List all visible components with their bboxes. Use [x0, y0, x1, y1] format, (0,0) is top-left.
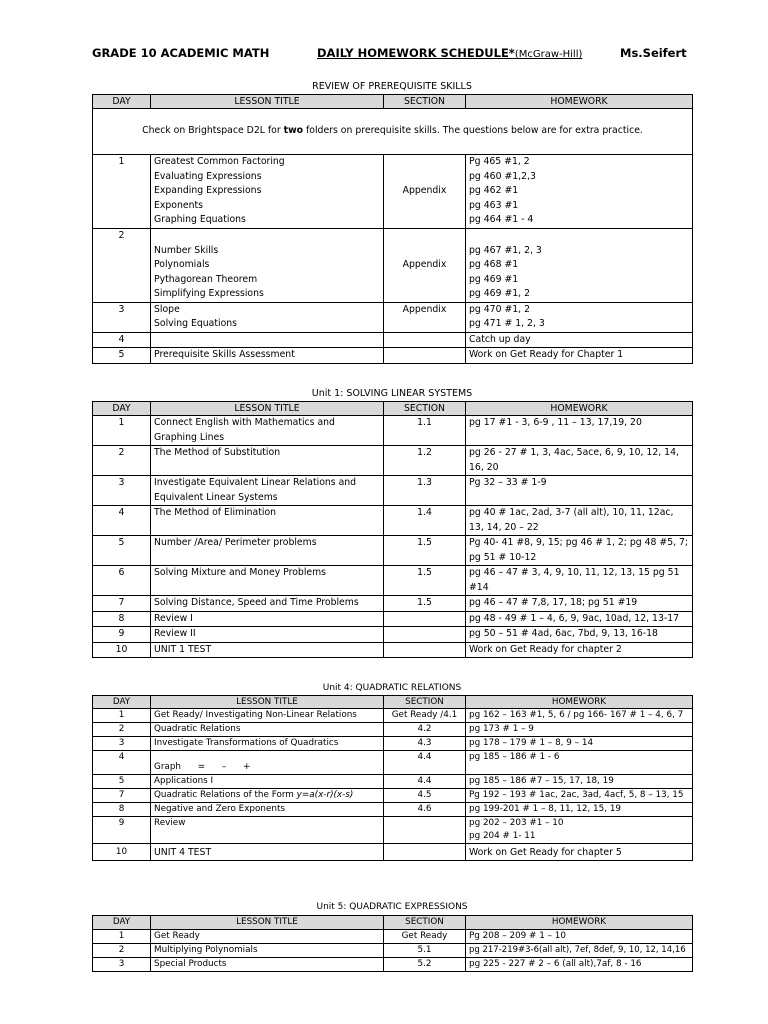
section-cell: Get Ready — [384, 930, 466, 944]
unit4-caption: Unit 4: QUADRATIC RELATIONS — [322, 683, 462, 693]
homework-cell: pg 48 - 49 # 1 – 4, 6, 9, 9ac, 10ad, 12, 13-17 — [466, 611, 693, 627]
col-lesson: LESSON TITLE — [151, 95, 384, 109]
homework-line: pg 470 #1, 2 — [469, 303, 530, 315]
day-cell: 2 — [93, 723, 151, 737]
col-section: SECTION — [384, 696, 466, 709]
section-cell: 1.5 — [384, 566, 466, 596]
col-day: DAY — [93, 95, 151, 109]
lesson-line: Exponents — [154, 199, 203, 211]
lesson-line: Simplifying Expressions — [154, 288, 264, 299]
col-section: SECTION — [384, 402, 466, 416]
lesson-line: Solving Equations — [154, 318, 238, 329]
day-cell: 1 — [93, 155, 151, 229]
day-cell: 5 — [93, 348, 151, 364]
homework-cell — [466, 302, 693, 332]
day-cell: 8 — [93, 803, 151, 817]
col-day: DAY — [93, 696, 151, 709]
lesson-line: Number Skills — [154, 244, 219, 256]
lesson-line: Graphing Equations — [154, 214, 246, 225]
homework-cell: pg 162 – 163 #1, 5, 6 / pg 166- 167 # 1 – 4, 6, 7 — [466, 709, 693, 723]
col-section: SECTION — [384, 95, 466, 109]
day-cell: 7 — [93, 789, 151, 803]
table-row — [93, 789, 693, 803]
spacer — [154, 229, 380, 244]
homework-cell: pg 17 #1 - 3, 6-9 , 11 – 13, 17,19, 20 — [466, 416, 693, 446]
lesson-cell: Review II — [151, 627, 384, 643]
lesson-cell: Review I — [151, 611, 384, 627]
lesson-formula: y=a(x-r)(x-s) — [296, 790, 354, 800]
homework-line: pg 469 #1, 2 — [469, 288, 530, 299]
lesson-cell — [151, 228, 384, 302]
day-cell: 4 — [93, 506, 151, 536]
table-row — [93, 446, 693, 476]
homework-cell: pg 50 – 51 # 4ad, 6ac, 7bd, 9, 13, 16-18 — [466, 627, 693, 643]
lesson-cell: The Method of Substitution — [151, 446, 384, 476]
table-row — [93, 302, 693, 332]
section-cell: 1.4 — [384, 506, 466, 536]
lesson-cell — [151, 789, 384, 803]
col-day: DAY — [93, 402, 151, 416]
homework-cell: pg 199-201 # 1 – 8, 11, 12, 15, 19 — [466, 803, 693, 817]
day-cell: 2 — [93, 228, 151, 302]
col-homework: HOMEWORK — [466, 916, 693, 930]
spacer — [469, 229, 689, 244]
publisher: (McGraw-Hill) — [514, 49, 583, 60]
lesson-cell: Review — [151, 817, 384, 844]
section-cell — [384, 611, 466, 627]
unit5-caption: Unit 5: QUADRATIC EXPRESSIONS — [316, 902, 468, 912]
table-row — [93, 709, 693, 723]
section-cell: 4.2 — [384, 723, 466, 737]
day-cell: 1 — [93, 416, 151, 446]
review-caption: REVIEW OF PREREQUISITE SKILLS — [312, 81, 472, 92]
lesson-cell — [151, 302, 384, 332]
day-cell: 3 — [93, 958, 151, 972]
col-section: SECTION — [384, 916, 466, 930]
notice-pre: Check on Brightspace D2L for — [142, 125, 284, 137]
homework-line: pg 467 #1, 2, 3 — [469, 244, 542, 256]
section-cell — [384, 332, 466, 348]
homework-cell: pg 185 – 186 #7 – 15, 17, 18, 19 — [466, 775, 693, 789]
day-cell: 3 — [93, 737, 151, 751]
homework-cell — [466, 817, 693, 844]
lesson-cell: Multiplying Polynomials — [151, 944, 384, 958]
table-row — [93, 642, 693, 658]
review-notice-row — [93, 109, 693, 155]
table-row — [93, 155, 693, 229]
notice-bold: two — [283, 125, 304, 137]
lesson-cell: Negative and Zero Exponents — [151, 803, 384, 817]
lesson-cell: UNIT 4 TEST — [151, 844, 384, 861]
homework-cell: Pg 208 – 209 # 1 – 10 — [466, 930, 693, 944]
table-row — [93, 332, 693, 348]
homework-cell: pg 46 – 47 # 7,8, 17, 18; pg 51 #19 — [466, 596, 693, 612]
lesson-line: Evaluating Expressions — [154, 170, 262, 182]
section-cell: 1.5 — [384, 596, 466, 612]
section-cell: Appendix — [384, 228, 466, 302]
table-row — [93, 751, 693, 775]
homework-line: pg 471 # 1, 2, 3 — [469, 318, 545, 329]
homework-line: pg 463 #1 — [469, 199, 519, 211]
table-row — [93, 506, 693, 536]
col-homework: HOMEWORK — [466, 95, 693, 109]
section-cell — [384, 642, 466, 658]
lesson-line: Polynomials — [154, 259, 210, 270]
table-row — [93, 958, 693, 972]
section-cell: 1.3 — [384, 476, 466, 506]
table-row — [93, 416, 693, 446]
section-cell: Appendix — [384, 155, 466, 229]
day-cell: 7 — [93, 596, 151, 612]
section-cell: Get Ready /4.1 — [384, 709, 466, 723]
homework-line: pg 460 #1,2,3 — [469, 170, 536, 182]
table-row — [93, 723, 693, 737]
homework-cell: pg 173 # 1 – 9 — [466, 723, 693, 737]
day-cell: 10 — [93, 844, 151, 861]
course-title: GRADE 10 ACADEMIC MATH — [92, 46, 270, 60]
day-cell: 1 — [93, 709, 151, 723]
day-cell: 3 — [93, 476, 151, 506]
unit5-header-row — [93, 916, 693, 930]
schedule-title — [317, 46, 582, 60]
col-homework: HOMEWORK — [466, 696, 693, 709]
homework-cell: Pg 40- 41 #8, 9, 15; pg 46 # 1, 2; pg 48 #5, 7; pg 51 # 10-12 — [466, 536, 693, 566]
homework-cell: pg 225 - 227 # 2 – 6 (all alt),7af, 8 - 16 — [466, 958, 693, 972]
lesson-cell: Connect English with Mathematics and Graphing Lines — [151, 416, 384, 446]
lesson-cell: UNIT 1 TEST — [151, 642, 384, 658]
day-cell: 4 — [93, 332, 151, 348]
lesson-cell: Quadratic Relations — [151, 723, 384, 737]
unit5-table — [92, 915, 693, 972]
table-row — [93, 803, 693, 817]
table-row — [93, 611, 693, 627]
table-row — [93, 775, 693, 789]
table-row — [93, 596, 693, 612]
section-cell: 4.4 — [384, 751, 466, 775]
table-row — [93, 348, 693, 364]
day-cell: 9 — [93, 817, 151, 844]
section-cell: 5.1 — [384, 944, 466, 958]
homework-cell: pg 40 # 1ac, 2ad, 3-7 (all alt), 10, 11, 12ac, 13, 14, 20 – 22 — [466, 506, 693, 536]
col-day: DAY — [93, 916, 151, 930]
col-lesson: LESSON TITLE — [151, 402, 384, 416]
table-row — [93, 944, 693, 958]
table-row — [93, 930, 693, 944]
homework-cell: Work on Get Ready for Chapter 1 — [466, 348, 693, 364]
unit4-table — [92, 695, 693, 861]
lesson-line: Slope — [154, 303, 180, 315]
lesson-line: Pythagorean Theorem — [154, 273, 258, 285]
day-cell: 2 — [93, 944, 151, 958]
homework-cell: pg 185 – 186 # 1 - 6 — [466, 751, 693, 775]
notice-post: folders on prerequisite skills. The questions below are for extra practice. — [303, 125, 643, 137]
homework-cell: Catch up day — [466, 332, 693, 348]
lesson-line: Greatest Common Factoring — [154, 156, 285, 167]
teacher-name: Ms.Seifert — [620, 46, 687, 60]
day-cell: 5 — [93, 536, 151, 566]
schedule-title-text: DAILY HOMEWORK SCHEDULE* — [317, 46, 515, 60]
section-cell: 4.3 — [384, 737, 466, 751]
homework-cell: pg 178 – 179 # 1 – 8, 9 – 14 — [466, 737, 693, 751]
homework-cell — [466, 228, 693, 302]
section-cell: 4.5 — [384, 789, 466, 803]
day-cell: 4 — [93, 751, 151, 775]
lesson-cell: Prerequisite Skills Assessment — [151, 348, 384, 364]
section-cell: 1.1 — [384, 416, 466, 446]
section-cell — [384, 817, 466, 844]
col-lesson: LESSON TITLE — [151, 916, 384, 930]
homework-line: pg 468 #1 — [469, 259, 519, 270]
table-row — [93, 817, 693, 844]
homework-cell: pg 26 - 27 # 1, 3, 4ac, 5ace, 6, 9, 10, 12, 14, 16, 20 — [466, 446, 693, 476]
table-row — [93, 566, 693, 596]
col-homework: HOMEWORK — [466, 402, 693, 416]
homework-cell: pg 217-219#3-6(all alt), 7ef, 8def, 9, 10, 12, 14,16 — [466, 944, 693, 958]
homework-cell: Work on Get Ready for chapter 5 — [466, 844, 693, 861]
unit1-header-row — [93, 402, 693, 416]
homework-line: pg 469 #1 — [469, 273, 519, 285]
homework-line: pg 204 # 1- 11 — [469, 831, 536, 841]
homework-cell — [466, 155, 693, 229]
lesson-text: Quadratic Relations of the Form — [154, 790, 297, 800]
review-header-row — [93, 95, 693, 109]
lesson-cell: Number /Area/ Perimeter problems — [151, 536, 384, 566]
homework-line: Pg 465 #1, 2 — [469, 156, 530, 167]
day-cell: 9 — [93, 627, 151, 643]
section-cell: Appendix — [384, 302, 466, 332]
section-cell: 4.6 — [384, 803, 466, 817]
table-row — [93, 844, 693, 861]
col-lesson: LESSON TITLE — [151, 696, 384, 709]
table-row — [93, 627, 693, 643]
section-cell: 5.2 — [384, 958, 466, 972]
section-cell — [384, 627, 466, 643]
table-row — [93, 737, 693, 751]
homework-line: pg 464 #1 - 4 — [469, 214, 534, 225]
table-row — [93, 476, 693, 506]
day-cell: 5 — [93, 775, 151, 789]
homework-cell: Pg 32 – 33 # 1-9 — [466, 476, 693, 506]
day-cell: 2 — [93, 446, 151, 476]
lesson-cell: Graph = – + — [151, 751, 384, 775]
section-cell: 1.2 — [384, 446, 466, 476]
lesson-cell: Solving Distance, Speed and Time Problems — [151, 596, 384, 612]
unit1-caption: Unit 1: SOLVING LINEAR SYSTEMS — [311, 388, 473, 399]
day-cell: 1 — [93, 930, 151, 944]
section-cell — [384, 348, 466, 364]
day-cell: 8 — [93, 611, 151, 627]
unit4-header-row — [93, 696, 693, 709]
homework-line: pg 462 #1 — [469, 185, 519, 196]
table-row — [93, 228, 693, 302]
homework-cell: Work on Get Ready for chapter 2 — [466, 642, 693, 658]
lesson-cell: Applications I — [151, 775, 384, 789]
lesson-cell — [151, 332, 384, 348]
review-notice — [93, 109, 693, 155]
lesson-line: Expanding Expressions — [154, 185, 262, 196]
day-cell: 3 — [93, 302, 151, 332]
unit1-table — [92, 401, 693, 658]
section-cell — [384, 844, 466, 861]
homework-cell: pg 46 – 47 # 3, 4, 9, 10, 11, 12, 13, 15 pg 51 #14 — [466, 566, 693, 596]
section-cell: 1.5 — [384, 536, 466, 566]
lesson-cell: Get Ready/ Investigating Non-Linear Relations — [151, 709, 384, 723]
homework-cell: Pg 192 – 193 # 1ac, 2ac, 3ad, 4acf, 5, 8 – 13, 15 — [466, 789, 693, 803]
document-header — [92, 46, 692, 66]
lesson-cell — [151, 155, 384, 229]
lesson-cell: Get Ready — [151, 930, 384, 944]
day-cell: 10 — [93, 642, 151, 658]
lesson-cell: Solving Mixture and Money Problems — [151, 566, 384, 596]
section-cell: 4.4 — [384, 775, 466, 789]
lesson-cell: Investigate Transformations of Quadratics — [151, 737, 384, 751]
review-table — [92, 94, 693, 364]
lesson-cell: Investigate Equivalent Linear Relations and Equivalent Linear Systems — [151, 476, 384, 506]
table-row — [93, 536, 693, 566]
lesson-cell: Special Products — [151, 958, 384, 972]
lesson-cell: The Method of Elimination — [151, 506, 384, 536]
homework-line: pg 202 – 203 #1 – 10 — [469, 818, 564, 828]
day-cell: 6 — [93, 566, 151, 596]
